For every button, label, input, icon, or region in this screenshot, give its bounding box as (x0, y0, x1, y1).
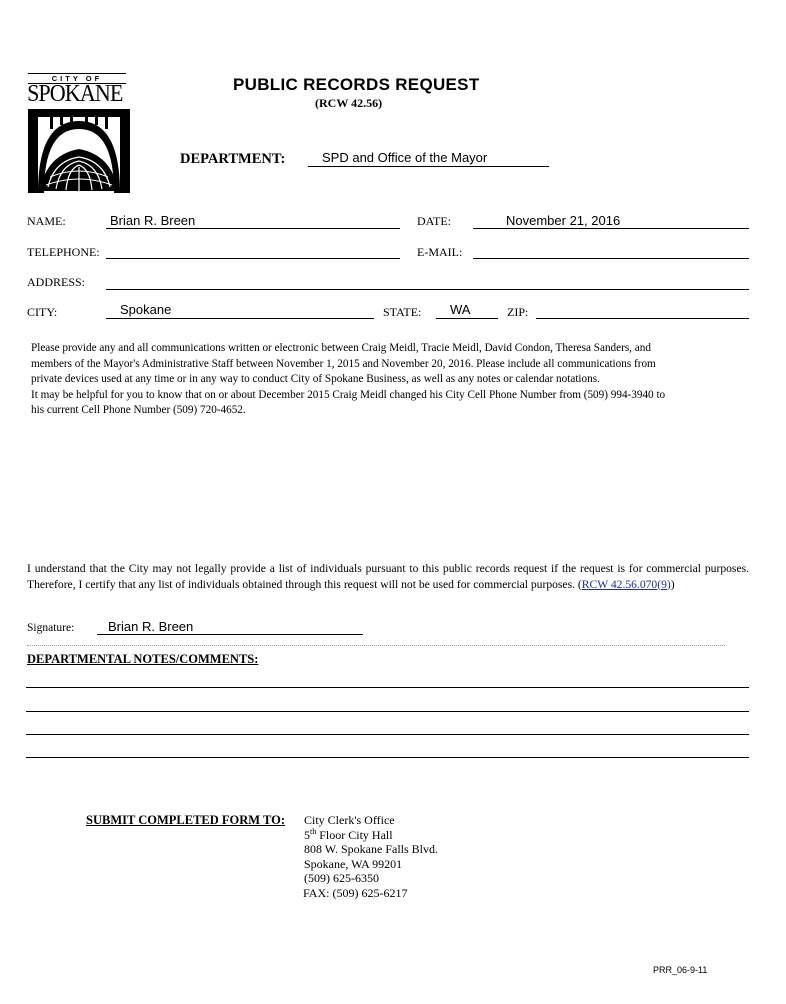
floor-suffix: th (310, 826, 317, 836)
zip-field-line (536, 318, 749, 319)
floor-number: 5 (304, 827, 310, 842)
request-line: It may be helpful for you to know that on or about December 2015 Craig Meidl changed his City Cell Phone Number from (509) 994-3940 to (31, 388, 666, 401)
telephone-label: TELEPHONE: (27, 245, 100, 259)
notes-line[interactable] (26, 687, 749, 688)
clerk-fax: FAX: (509) 625-6217 (303, 885, 408, 900)
city-logo (26, 73, 132, 193)
signature-label: Signature: (27, 622, 75, 634)
logo-spokane-text: SPOKANE (27, 81, 123, 107)
submit-heading: SUBMIT COMPLETED FORM TO: (86, 813, 285, 827)
request-line: his current Cell Phone Number (509) 720-4652. (31, 404, 246, 416)
bridge-logo-icon (28, 107, 130, 193)
page-title: PUBLIC RECORDS REQUEST (233, 75, 480, 94)
clerk-office: City Clerk's Office (304, 813, 395, 827)
state-label: STATE: (383, 305, 422, 319)
clerk-phone: (509) 625-6350 (304, 871, 379, 885)
city-field-line (106, 318, 374, 319)
address-label: ADDRESS: (27, 275, 86, 289)
signature-field[interactable]: Brian R. Breen (108, 619, 194, 634)
state-field[interactable]: WA (450, 302, 471, 317)
department-field-line (308, 166, 549, 167)
city-label: CITY: (27, 305, 58, 319)
name-field-line (106, 228, 400, 229)
notes-line[interactable] (26, 757, 749, 758)
email-label: E-MAIL: (417, 245, 463, 259)
state-field-line (436, 318, 498, 319)
submit-address (304, 813, 438, 900)
signature-field-line (97, 634, 363, 635)
certification-statement: I understand that the City may not legally provide a list of individuals pursuant to this public records request if the request is for commercial purposes. Therefore, I certify that any list of individuals obtained through this request will not be used for commercial purposes. (RCW 42.56.070(9)) (27, 562, 749, 591)
page-subtitle: (RCW 42.56) (315, 96, 383, 110)
clerk-city: Spokane, WA 99201 (304, 856, 403, 871)
clerk-street: 808 W. Spokane Falls Blvd. (304, 842, 439, 856)
department-value[interactable]: SPD and Office of the Mayor (322, 150, 488, 165)
date-field-line (473, 228, 749, 229)
floor-text: Floor City Hall (316, 827, 393, 842)
name-label: NAME: (27, 214, 66, 228)
city-field[interactable]: Spokane (120, 302, 172, 317)
form-code: PRR_06-9-11 (653, 965, 708, 975)
name-field[interactable]: Brian R. Breen (110, 213, 196, 228)
rcw-link[interactable]: RCW 42.56.070(9) (581, 577, 671, 591)
certification-text: I understand that the City may not legally provide a list of individuals pursuant to this public records request if the request is for commercial purposes. Therefore, I certify that any list of individuals obtained through this request will not be used for commercial purposes. (27, 562, 749, 591)
email-field-line (473, 258, 749, 259)
zip-label: ZIP: (507, 305, 529, 319)
logo-city-of-text: CITY OF (28, 73, 126, 84)
request-line: Please provide any and all communications written or electronic between Craig Meidl, Tracie Meidl, David Condon, Theresa Sanders, and (31, 342, 651, 354)
date-label: DATE: (417, 214, 451, 228)
notes-line[interactable] (26, 711, 749, 712)
department-label: DEPARTMENT: (180, 151, 286, 167)
request-line: members of the Mayor's Administrative Staff between November 1, 2015 and November 20, 2016. Please include all communications from (31, 357, 656, 370)
notes-heading: DEPARTMENTAL NOTES/COMMENTS: (27, 652, 259, 666)
request-line: private devices used at any time or in any way to conduct City of Spokane Business, as well as any notes or calendar notations. (31, 373, 600, 385)
notes-line[interactable] (26, 734, 749, 735)
section-divider (27, 645, 725, 646)
request-description[interactable] (31, 341, 771, 419)
address-field-line (106, 289, 749, 290)
clerk-floor (304, 828, 438, 843)
telephone-field-line (106, 258, 400, 259)
date-field[interactable]: November 21, 2016 (506, 213, 621, 228)
